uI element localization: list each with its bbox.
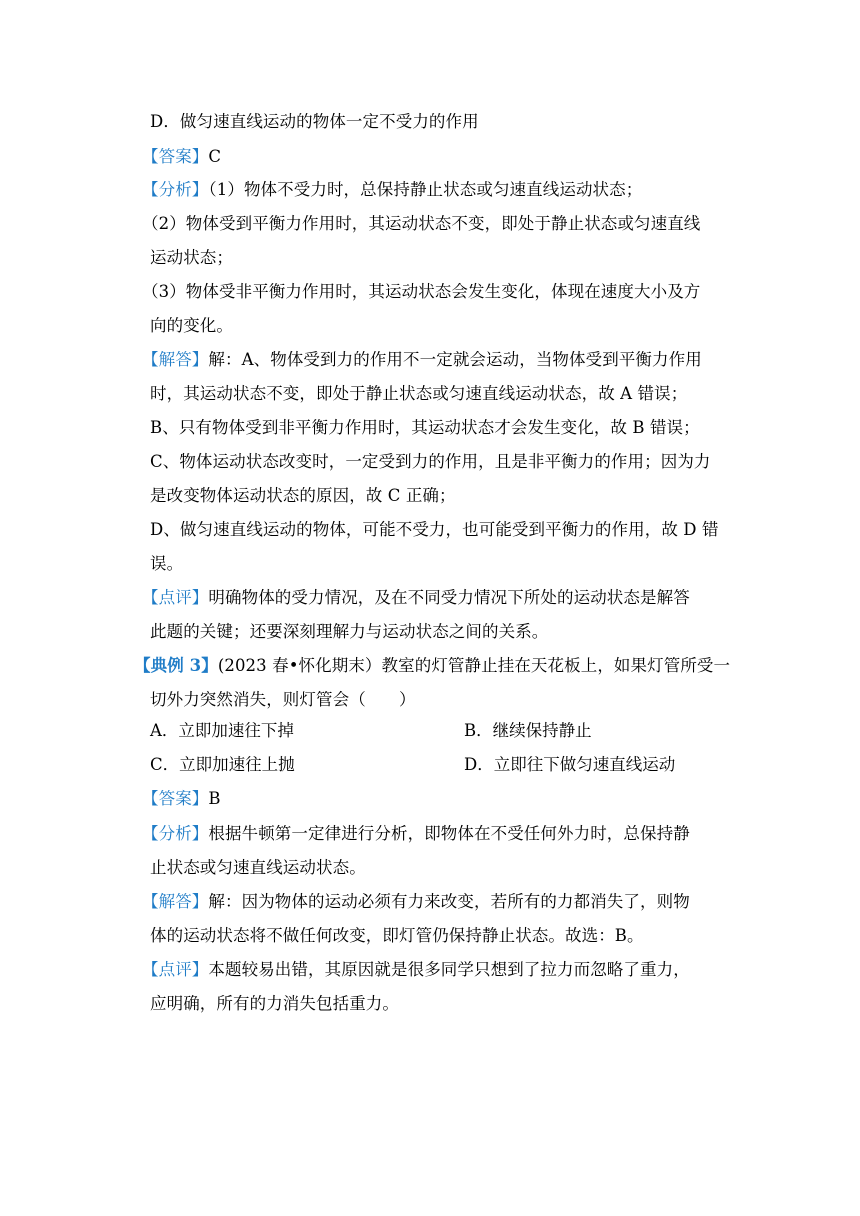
ex3-comment-line-1: [142, 958, 690, 982]
ex2-solution-line-2: 时，其运动状态不变，即处于静止状态或匀速直线运动状态，故 A 错误；: [150, 384, 688, 403]
analysis-text: 根据牛顿第一定律进行分析，即物体在不受任何外力时，总保持静: [208, 824, 690, 843]
analysis-tag: 【分析】: [142, 180, 209, 199]
ex2-comment-line-2: 此题的关键；还要深刻理解力与运动状态之间的关系。: [150, 622, 549, 641]
ex2-solution-line-4: C、物体运动状态改变时，一定受到力的作用，且是非平衡力的作用；因为力: [150, 452, 711, 471]
solution-tag: 【解答】: [142, 892, 209, 911]
question-text: (2023 春•怀化期末）教室的灯管静止挂在天花板上，如果灯管所受一: [217, 656, 731, 675]
solution-text: 解：A、物体受到力的作用不一定就会运动，当物体受到平衡力作用: [208, 350, 702, 369]
analysis-text: （1）物体不受力时，总保持静止状态或匀速直线运动状态；: [208, 180, 643, 199]
ex2-analysis-line-4: （3）物体受非平衡力作用时，其运动状态会发生变化，体现在速度大小及方: [142, 282, 701, 301]
ex2-comment-line-1: [142, 586, 690, 610]
ex3-option-a: A．立即加速往下掉: [150, 721, 294, 740]
ex2-analysis-line-3: 运动状态；: [150, 248, 233, 267]
answer-tag: 【答案】: [142, 789, 209, 808]
ex3-solution-line-1: [142, 890, 690, 914]
comment-text: 本题较易出错，其原因就是很多同学只想到了拉力而忽略了重力，: [208, 960, 690, 979]
ex2-solution-line-6: D、做匀速直线运动的物体，可能不受力，也可能受到平衡力的作用，故 D 错: [150, 520, 719, 539]
ex2-answer-line: [142, 145, 221, 169]
ex3-analysis-line-2: 止状态或匀速直线运动状态。: [150, 858, 366, 877]
comment-tag: 【点评】: [142, 588, 209, 607]
comment-text: 明确物体的受力情况，及在不同受力情况下所处的运动状态是解答: [208, 588, 690, 607]
ex2-solution-line-3: B、只有物体受到非平衡力作用时，其运动状态才会发生变化，故 B 错误；: [150, 418, 700, 437]
ex2-analysis-line-1: [142, 178, 642, 202]
prev-option-d: D．做匀速直线运动的物体一定不受力的作用: [150, 112, 479, 131]
answer-value: B: [208, 789, 221, 808]
ex2-analysis-line-5: 向的变化。: [150, 316, 233, 335]
answer-value: C: [208, 147, 222, 166]
ex3-comment-line-2: 应明确，所有的力消失包括重力。: [150, 994, 399, 1013]
ex3-option-b: B．继续保持静止: [464, 721, 592, 740]
ex3-question-line-1: [134, 654, 730, 678]
ex2-solution-line-1: [142, 348, 702, 372]
ex3-solution-line-2: 体的运动状态将不做任何改变，即灯管仍保持静止状态。故选：B。: [150, 926, 644, 945]
comment-tag: 【点评】: [142, 960, 209, 979]
ex3-option-c: C．立即加速往上抛: [150, 755, 295, 774]
ex3-answer-line: [142, 787, 221, 811]
answer-tag: 【答案】: [142, 147, 209, 166]
analysis-tag: 【分析】: [142, 824, 209, 843]
solution-text: 解：因为物体的运动必须有力来改变，若所有的力都消失了，则物: [208, 892, 690, 911]
ex2-analysis-line-2: （2）物体受到平衡力作用时，其运动状态不变，即处于静止状态或匀速直线: [142, 214, 701, 233]
ex2-solution-line-5: 是改变物体运动状态的原因，故 C 正确；: [150, 486, 456, 505]
ex3-question-line-2: 切外力突然消失，则灯管会（ ）: [150, 690, 416, 709]
ex2-solution-line-7: 误。: [150, 554, 184, 573]
ex3-option-d: D．立即往下做匀速直线运动: [464, 755, 676, 774]
example-title-tag: 【典例 3】: [134, 656, 218, 675]
solution-tag: 【解答】: [142, 350, 209, 369]
ex3-analysis-line-1: [142, 822, 690, 846]
